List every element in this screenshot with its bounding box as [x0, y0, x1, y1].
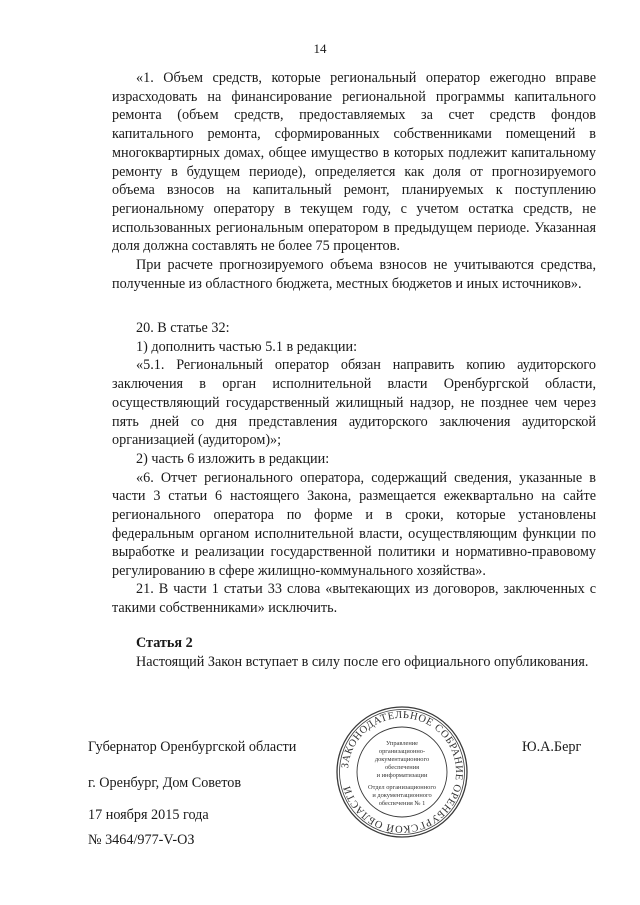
paragraph: 20. В статье 32:	[136, 320, 230, 336]
paragraph-block-1	[112, 69, 596, 293]
signature-date: 17 ноября 2015 года	[88, 807, 209, 823]
paragraph: 1) дополнить частью 5.1 в редакции:	[136, 338, 358, 355]
stamp-line: Управление	[385, 740, 419, 747]
paragraph: 21. В части 1 статьи 33 слова «вытекающих из договоров, заключенных с такими собственниками» исключить.	[112, 581, 596, 616]
stamp-line: Отдел организационного	[368, 784, 436, 791]
stamp-ring-text: ЗАКОНОДАТЕЛЬНОЕ СОБРАНИЕ ОРЕНБУРГСКОЙ ОБЛАСТИ	[340, 709, 465, 835]
stamp-line: обеспечения № 1	[378, 800, 426, 807]
paragraph: «5.1. Региональный оператор обязан направить копию аудиторского заключения в орган исполнительной власти Оренбургской области, осуществляющий государственный жилищный надзор, не позднее чем через пять дней со дня представления аудиторского заключения аудиторской организацией (аудитором)»;	[112, 357, 596, 449]
article-2	[112, 634, 596, 671]
signature-name: Ю.А.Берг	[522, 739, 582, 755]
stamp-line: и документационного	[372, 792, 432, 799]
paragraph: «6. Отчет регионального оператора, содержащий сведения, указанные в части 3 статьи 6 настоящего Закона, размещается ежеквартально на сайте регионального оператора по форме и в сроки, которые установлены федеральным органом исполнительной власти, осуществляющим функции по выработке и реализации государственной политики и нормативно-правовому регулированию в сфере жилищно-коммунального хозяйства».	[112, 469, 596, 580]
paragraph: Настоящий Закон вступает в силу после его официального опубликования.	[136, 653, 589, 670]
article-heading: Статья 2	[136, 635, 193, 651]
stamp-line: документационного	[374, 756, 430, 763]
stamp-line: обеспечения	[384, 764, 420, 771]
signature-place: г. Оренбург, Дом Советов	[88, 775, 242, 791]
stamp-graphic	[335, 705, 469, 839]
paragraph: «1. Объем средств, которые региональный оператор ежегодно вправе израсходовать на финансирование региональной программы капитального ремонта (объем средств, предоставляемых за счет средств фондов капитального ремонта, сформированных собственниками помещений в многоквартирных домах, общее имущество в которых подлежит капитальному ремонту в будущем периоде), определяется как доля от прогнозируемого объема взносов на капитальный ремонт, планируемых к поступлению региональному оператору в текущем году, с учетом остатка средств, не использованных региональным оператором в предыдущем периоде. Указанная доля должна составлять не более 75 процентов.	[112, 70, 596, 255]
official-stamp-icon	[335, 705, 469, 839]
paragraph: 2) часть 6 изложить в редакции:	[136, 450, 330, 467]
page-number: 14	[313, 41, 327, 56]
signature-number: № 3464/977-V-ОЗ	[88, 832, 195, 848]
stamp-line: и информатизации	[376, 772, 428, 779]
signature-position: Губернатор Оренбургской области	[88, 739, 297, 755]
paragraph-block-3	[112, 580, 596, 617]
paragraph-block-2	[112, 319, 596, 581]
paragraph: При расчете прогнозируемого объема взносов не учитываются средства, полученные из областного бюджета, местных бюджетов и иных источников».	[112, 257, 596, 292]
stamp-line: организационно-	[378, 748, 426, 755]
